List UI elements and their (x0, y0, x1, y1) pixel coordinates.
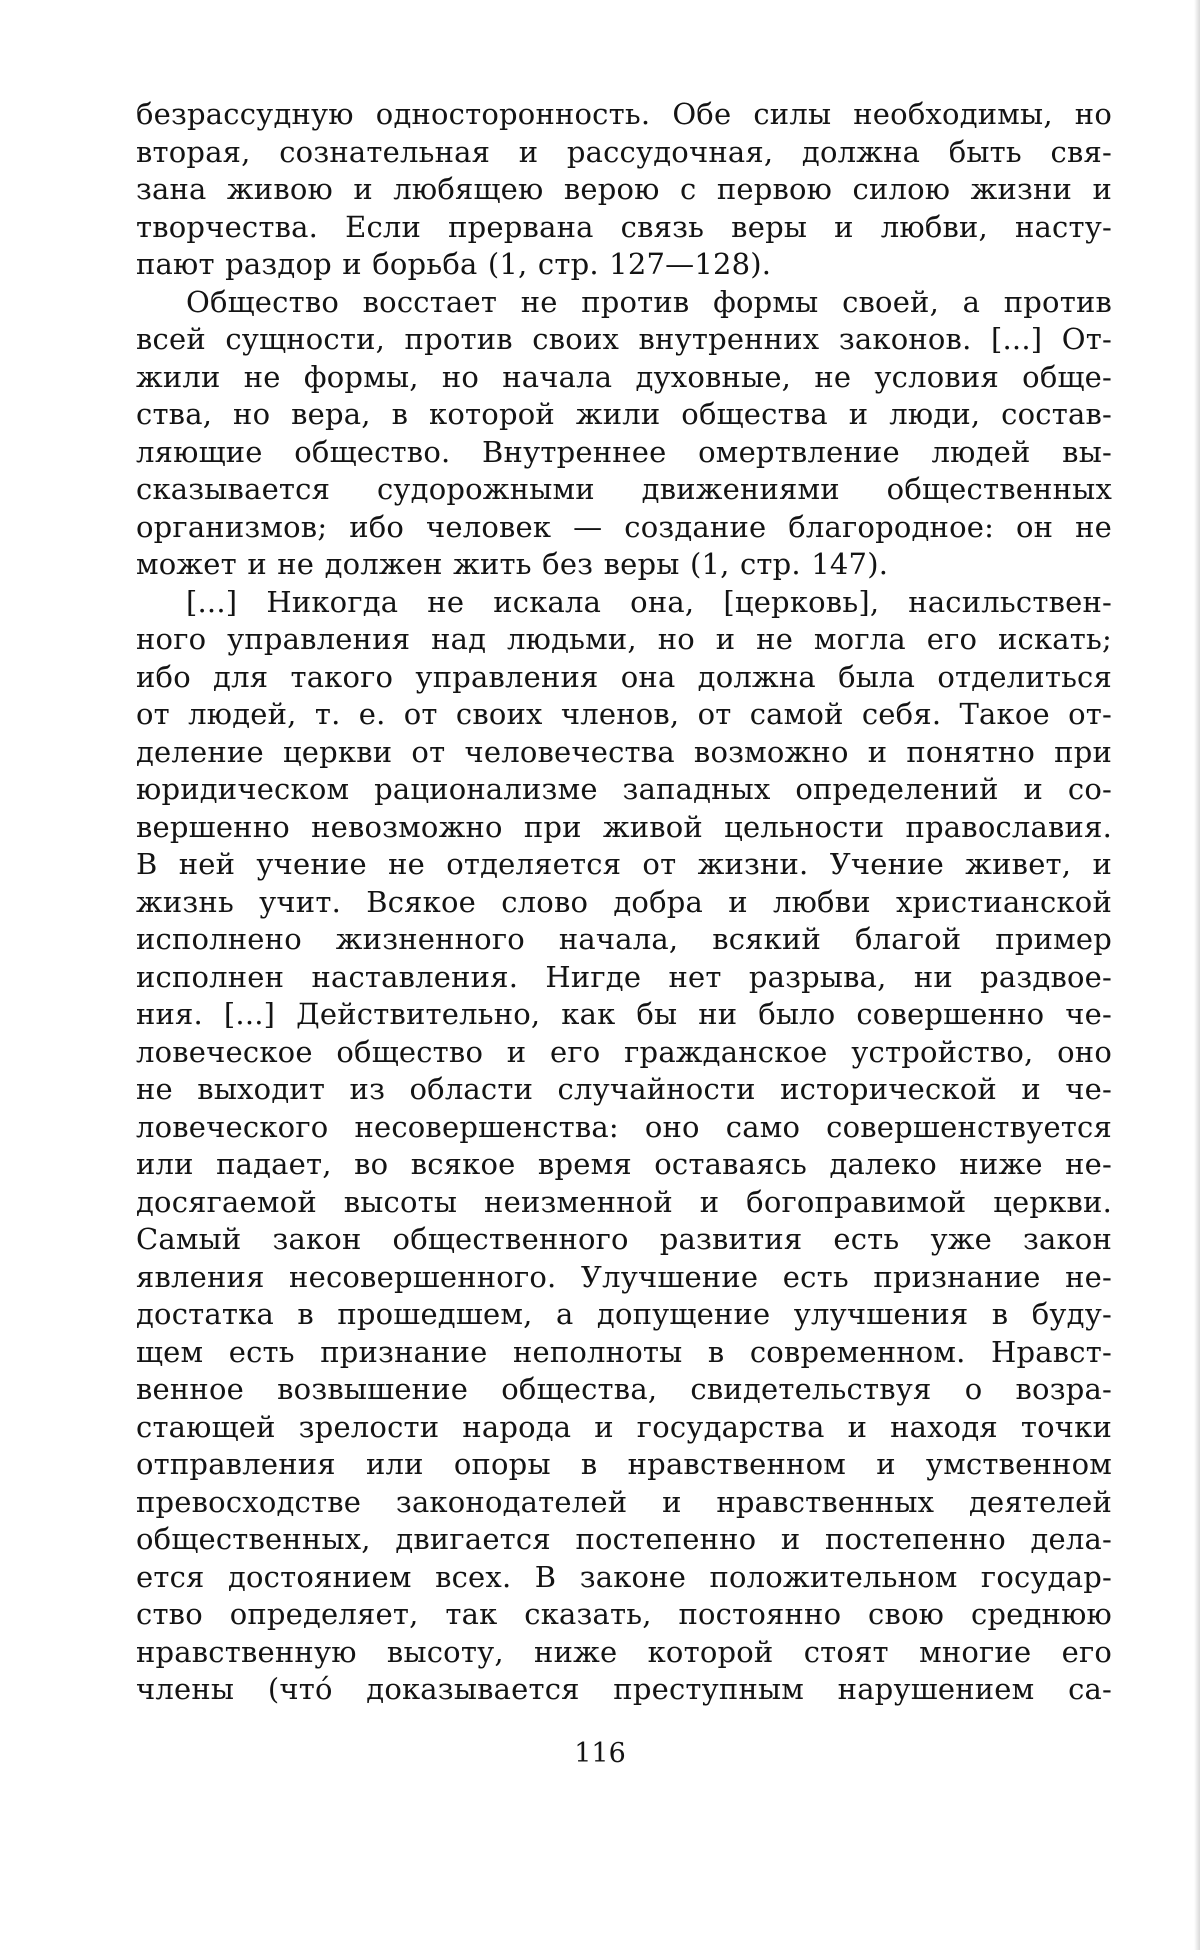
text-line: или падает, во всякое время оставаясь далеко ниже не- (136, 1147, 1112, 1181)
text-line: Самый закон общественного развития есть уже закон (136, 1222, 1112, 1256)
text-line: безрассудную односторонность. Обе силы необходимы, но (136, 97, 1112, 131)
text-line: отправления или опоры в нравственном и умственном (136, 1447, 1112, 1481)
text-line: ния. [...] Действительно, как бы ни было совершенно че- (136, 997, 1112, 1031)
text-line: творчества. Если прервана связь веры и любви, насту- (136, 209, 1112, 244)
text-line: деление церкви от человечества возможно и понятно при (136, 734, 1112, 769)
text-line: ловеческое общество и его гражданское устройство, оно (136, 1034, 1112, 1069)
text-line: от людей, т. е. от своих членов, от самой себя. Такое от- (136, 697, 1112, 731)
text-line: сказывается судорожными движениями общественных (136, 472, 1112, 506)
text-line: ибо для такого управления она должна была отделиться (136, 659, 1112, 694)
text-line: досягаемой высоты неизменной и богоправимой церкви. (136, 1184, 1112, 1219)
text-line: щем есть признание неполноты в современном. Нравст- (136, 1334, 1112, 1369)
text-line: ется достоянием всех. В законе положительном государ- (136, 1559, 1112, 1594)
text-line: превосходстве законодателей и нравственных деятелей (136, 1484, 1112, 1519)
text-line: юридическом рационализме западных определений и со- (136, 772, 1112, 806)
text-line: ство определяет, так сказать, постоянно свою среднюю (136, 1597, 1112, 1631)
text-line: исполнен наставления. Нигде нет разрыва, ни раздвое- (136, 959, 1112, 994)
text-line: зана живою и любящею верою с первою силою жизни и (136, 172, 1112, 206)
text-line: пают раздор и борьба (1, стр. 127—128). (136, 247, 772, 281)
text-line: может и не должен жить без веры (1, стр. 147). (136, 547, 889, 581)
text-line: стающей зрелости народа и государства и находя точки (136, 1409, 1112, 1444)
text-line: исполнено жизненного начала, всякий благой пример (136, 922, 1112, 956)
text-line: ства, но вера, в которой жили общества и люди, состав- (136, 397, 1112, 431)
text-line: жизнь учит. Всякое слово добра и любви христианской (136, 884, 1112, 919)
text-line: организмов; ибо человек — создание благородное: он не (136, 509, 1112, 544)
text-line: вершенно невозможно при живой цельности православия. (136, 809, 1112, 844)
text-line: члены (что́ доказывается преступным нарушением са- (136, 1672, 1112, 1706)
text-line: нравственную высоту, ниже которой стоят многие его (136, 1634, 1112, 1669)
text-line: явления несовершенного. Улучшение есть признание не- (136, 1259, 1112, 1294)
text-line: ляющие общество. Внутреннее омертвление людей вы- (136, 434, 1112, 469)
text-line: достатка в прошедшем, а допущение улучшения в буду- (136, 1297, 1112, 1331)
text-line: В ней учение не отделяется от жизни. Учение живет, и (136, 847, 1112, 881)
text-line: Общество восстает не против формы своей, а против (186, 284, 1112, 319)
text-line: общественных, двигается постепенно и постепенно дела- (136, 1522, 1112, 1556)
text-line: [...] Никогда не искала она, [церковь], насильствен- (186, 584, 1112, 619)
page-number: 116 (574, 1738, 626, 1769)
page-edge-shadow (1194, 0, 1200, 1950)
text-line: ловеческого несовершенства: оно само совершенствуется (136, 1109, 1112, 1144)
text-line: не выходит из области случайности исторической и че- (136, 1072, 1112, 1106)
text-line: венное возвышение общества, свидетельствуя о возра- (136, 1372, 1112, 1406)
text-line: жили не формы, но начала духовные, не условия обще- (136, 359, 1112, 394)
text-line: вторая, сознательная и рассудочная, должна быть свя- (136, 134, 1112, 169)
text-line: всей сущности, против своих внутренних законов. [...] От- (136, 322, 1112, 356)
body-text (136, 96, 1112, 1709)
text-line: ного управления над людьми, но и не могла его искать; (136, 622, 1112, 656)
